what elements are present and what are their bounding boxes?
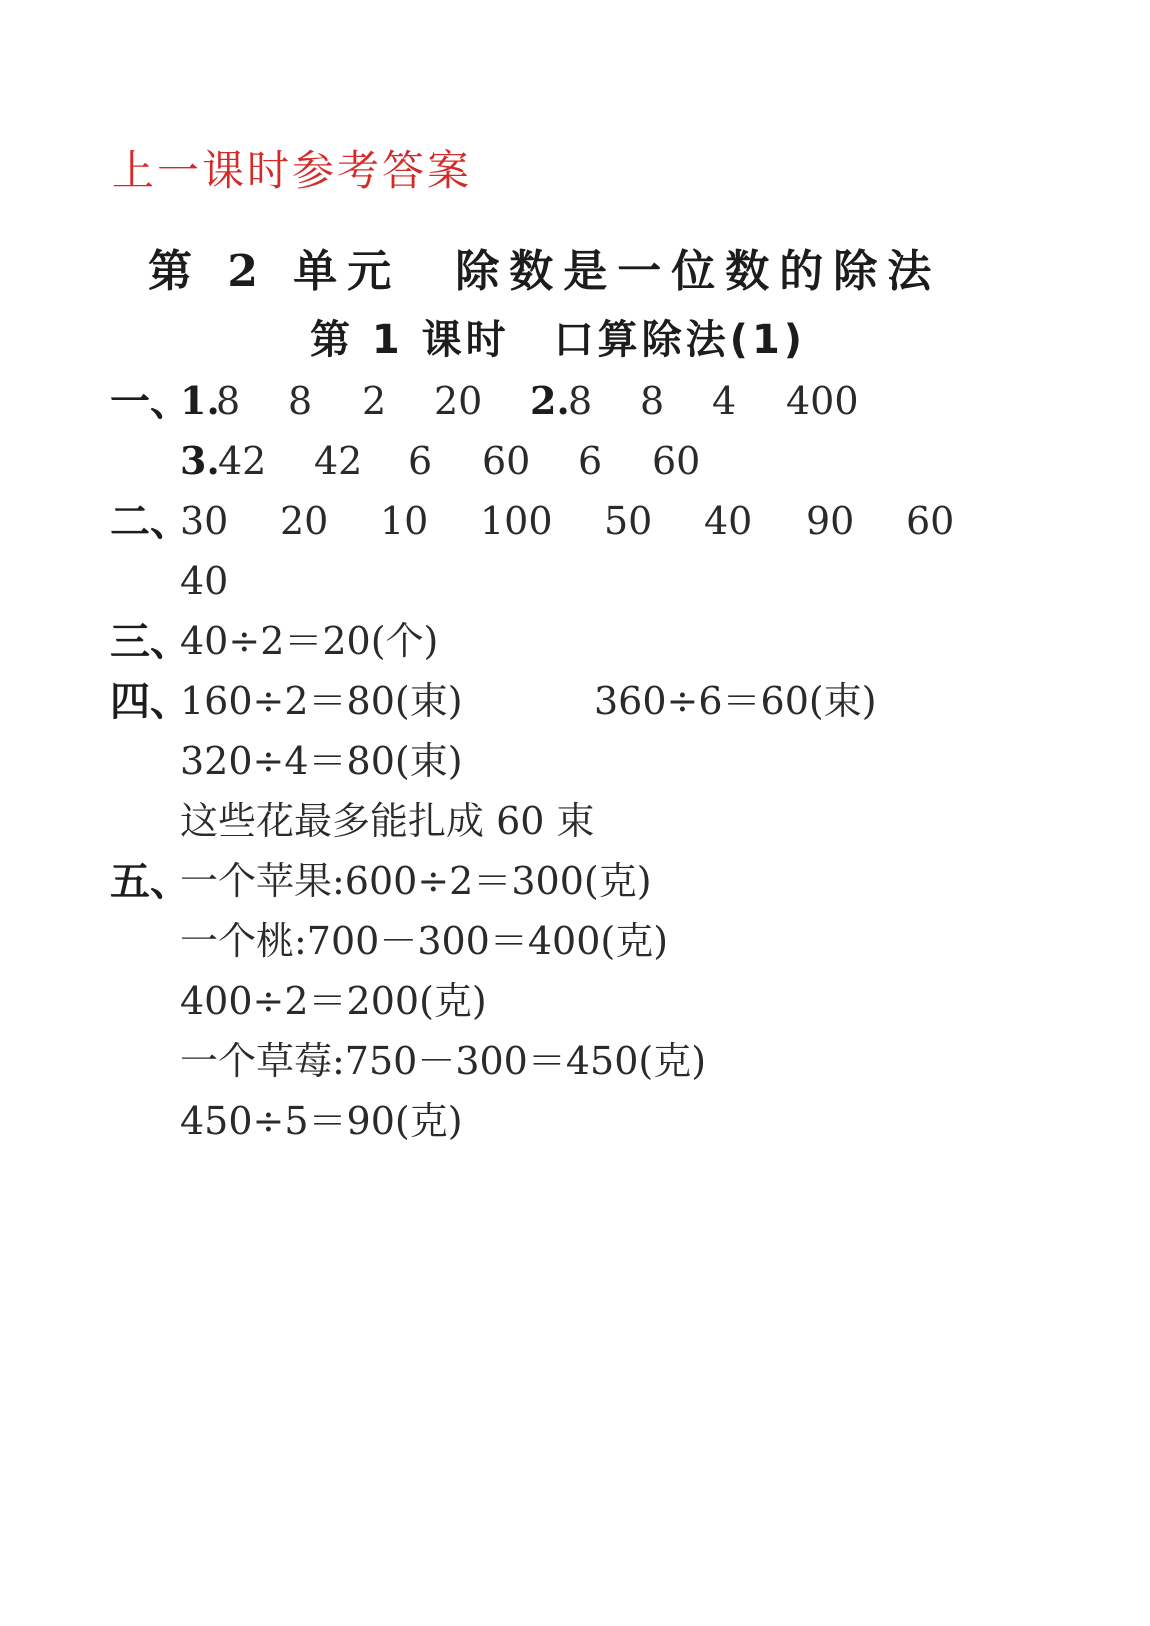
answer-value: 8 [216, 379, 241, 423]
section-four-equation-1: 160÷2＝80(束) [180, 679, 463, 723]
previous-lesson-answers-heading: 上一课时参考答案 [112, 146, 473, 195]
answer-value: 50 [604, 499, 653, 543]
section-one-label: 一、 [110, 379, 190, 425]
answer-value: 8 [568, 379, 593, 423]
answer-value: 8 [640, 379, 665, 423]
section-four-label: 四、 [110, 679, 190, 725]
unit-title: 第 2 单元 除数是一位数的除法 [148, 246, 942, 297]
answer-value: 42 [218, 439, 267, 483]
answer-value: 40 [704, 499, 753, 543]
answer-value: 20 [434, 379, 483, 423]
section-two-row-1 [180, 499, 980, 543]
section-one-row-1 [180, 378, 940, 423]
answer-value: 400 [786, 379, 859, 423]
section-three-equation: 40÷2＝20(个) [180, 619, 439, 663]
answer-value: 60 [652, 439, 701, 483]
answer-value: 4 [712, 379, 737, 423]
section-four-conclusion: 这些花最多能扎成 60 束 [180, 799, 595, 843]
section-two-wrapped-value: 40 [180, 559, 229, 603]
answer-value: 20 [280, 499, 329, 543]
answer-value: 8 [288, 379, 313, 423]
section-two-label: 二、 [110, 499, 190, 545]
lesson-title: 第 1 课时 口算除法(1) [310, 317, 807, 363]
section-five-label: 五、 [110, 859, 190, 905]
answer-value: 42 [314, 439, 363, 483]
answer-value: 60 [906, 499, 955, 543]
section-five-line-3: 400÷2＝200(克) [180, 979, 487, 1023]
answer-value: 90 [806, 499, 855, 543]
answer-value: 10 [380, 499, 429, 543]
section-five-line-5: 450÷5＝90(克) [180, 1099, 463, 1143]
answer-value: 6 [408, 439, 433, 483]
section-five-line-4: 一个草莓:750－300＝450(克) [180, 1039, 707, 1083]
section-five-line-1: 一个苹果:600÷2＝300(克) [180, 859, 652, 903]
section-four-equation-2: 360÷6＝60(束) [594, 679, 877, 723]
answer-value: 60 [482, 439, 531, 483]
section-five-line-2: 一个桃:700－300＝400(克) [180, 919, 669, 963]
question-3-number: 3. [180, 438, 220, 483]
question-1-number: 1. [180, 378, 220, 423]
answer-value: 2 [362, 379, 387, 423]
section-one-row-2 [180, 438, 940, 483]
answer-value: 100 [480, 499, 553, 543]
question-2-number: 2. [530, 378, 570, 423]
section-four-equation-3: 320÷4＝80(束) [180, 739, 463, 783]
section-three-label: 三、 [110, 619, 190, 665]
answer-value: 6 [578, 439, 603, 483]
answer-value: 30 [180, 499, 229, 543]
